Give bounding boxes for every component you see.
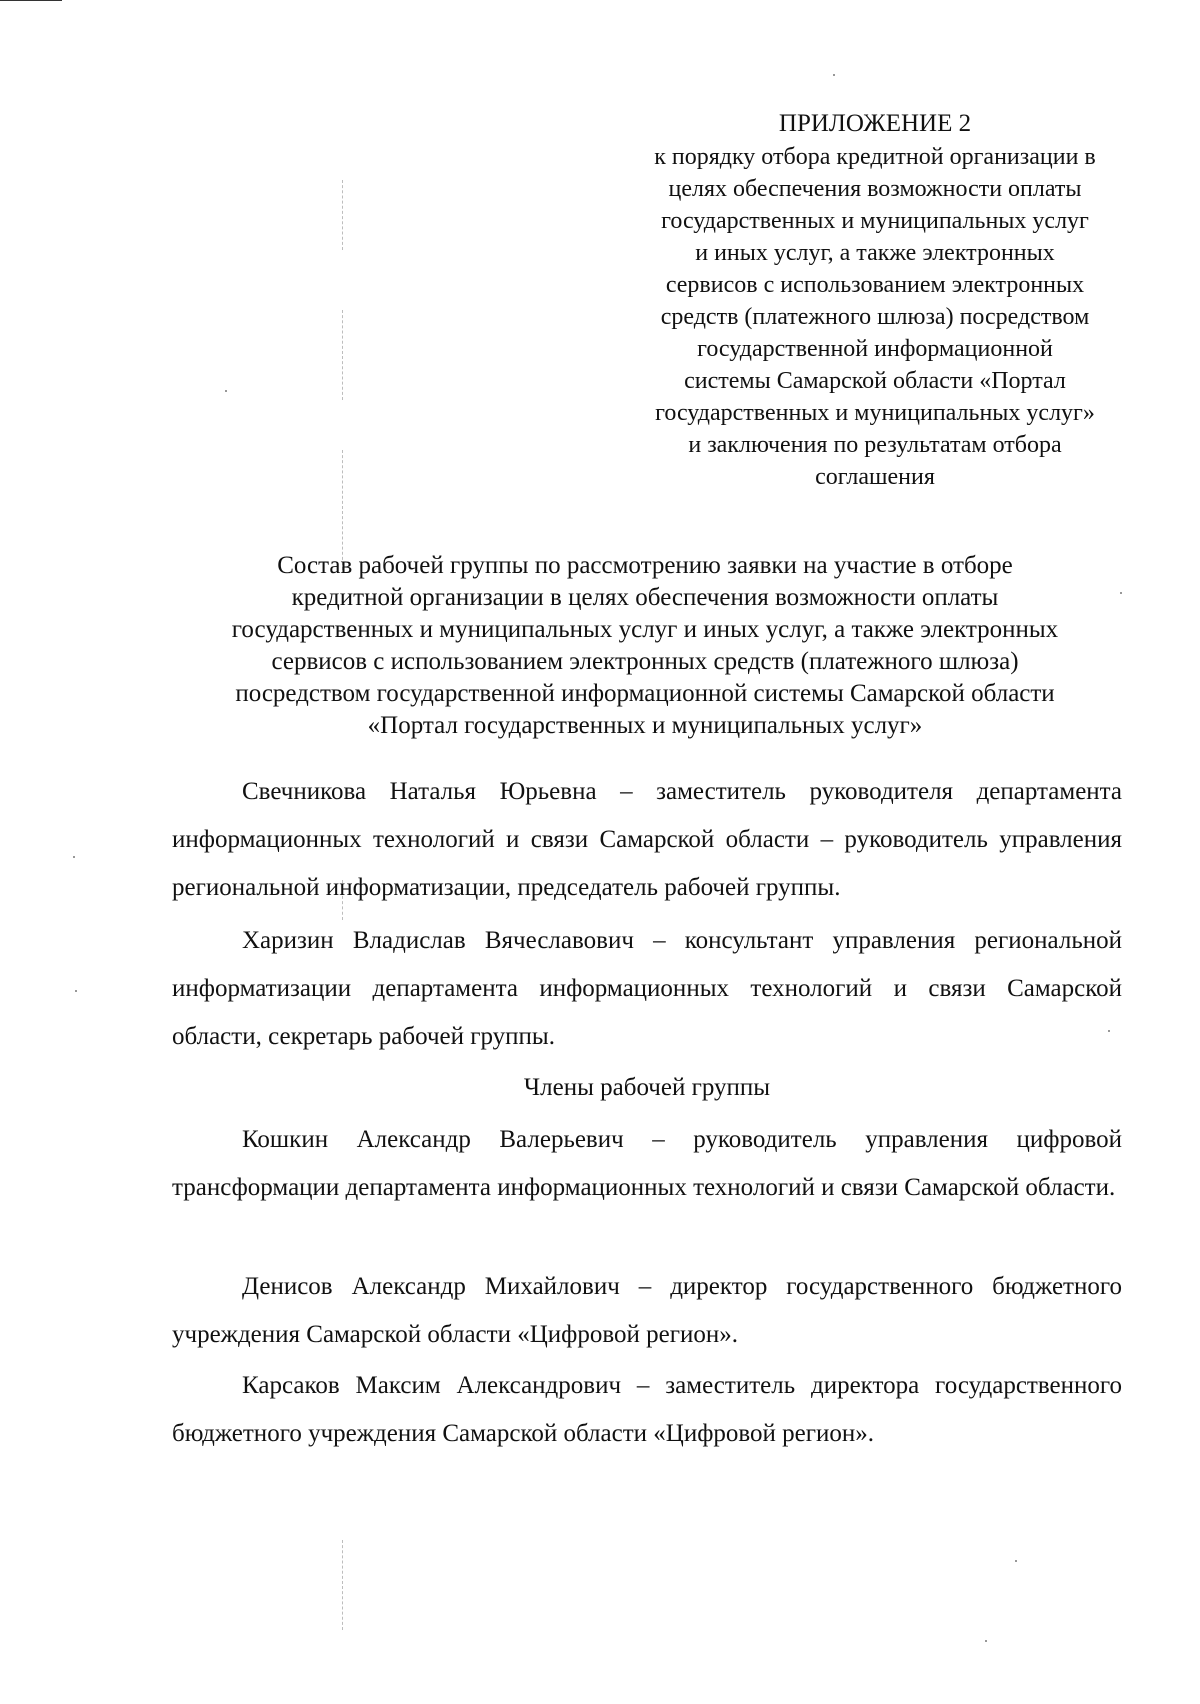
appendix-line: сервисов с использованием электронных xyxy=(665,272,1085,298)
appendix-title: ПРИЛОЖЕНИЕ 2 xyxy=(778,110,972,137)
composition-title-line: посредством государственной информационной системы Самарской области xyxy=(235,680,1055,707)
appendix-line: и заключения по результатам отбора xyxy=(688,432,1062,458)
appendix-line: государственной информационной xyxy=(697,336,1053,362)
member-paragraph: Денисов Александр Михайлович – директор государственного бюджетного учреждения Самарской области «Цифровой регион». xyxy=(172,1273,1122,1348)
chair-paragraph: Свечникова Наталья Юрьевна – заместитель руководителя департамента информационных технологий и связи Самарской области – руководитель управления региональной информатизации, председатель рабочей группы. xyxy=(172,778,1122,901)
composition-title-line: «Портал государственных и муниципальных услуг» xyxy=(367,712,923,739)
composition-title-line: кредитной организации в целях обеспечения возможности оплаты xyxy=(291,584,999,611)
scan-speck xyxy=(833,74,835,76)
scan-speck xyxy=(225,390,227,392)
scan-corner-mark xyxy=(0,0,62,4)
appendix-line: государственных и муниципальных услуг» xyxy=(655,400,1095,426)
scan-line xyxy=(342,1540,343,1630)
composition-title-line: Состав рабочей группы по рассмотрению заявки на участие в отборе xyxy=(277,552,1013,579)
scan-speck xyxy=(1015,1560,1017,1562)
scan-speck xyxy=(73,856,75,858)
appendix-line: средств (платежного шлюза) посредством xyxy=(660,304,1090,330)
members-heading: Члены рабочей группы xyxy=(523,1074,771,1101)
scan-speck xyxy=(985,1640,987,1642)
member-paragraph: Кошкин Александр Валерьевич – руководитель управления цифровой трансформации департамента информационных технологий и связи Самарской области. xyxy=(172,1126,1122,1201)
appendix-line: целях обеспечения возможности оплаты xyxy=(668,176,1082,202)
composition-title xyxy=(120,550,1170,742)
appendix-line: и иных услуг, а также электронных xyxy=(695,240,1055,266)
scan-line xyxy=(342,180,343,250)
secretary-paragraph: Харизин Владислав Вячеславович – консультант управления региональной информатизации департамента информационных технологий и связи Самарской области, секретарь рабочей группы. xyxy=(172,927,1122,1050)
member-paragraph: Карсаков Максим Александрович – заместитель директора государственного бюджетного учреждения Самарской области «Цифровой регион». xyxy=(172,1372,1122,1447)
appendix-line: государственных и муниципальных услуг xyxy=(661,208,1089,234)
appendix-line: к порядку отбора кредитной организации в xyxy=(654,144,1096,170)
appendix-block xyxy=(600,108,1150,493)
scan-line xyxy=(342,310,343,400)
composition-title-line: государственных и муниципальных услуг и иных услуг, а также электронных xyxy=(231,616,1059,643)
appendix-line: соглашения xyxy=(815,464,935,490)
scan-speck xyxy=(75,990,77,992)
appendix-line: системы Самарской области «Портал xyxy=(684,368,1066,394)
composition-title-line: сервисов с использованием электронных средств (платежного шлюза) xyxy=(271,648,1019,675)
